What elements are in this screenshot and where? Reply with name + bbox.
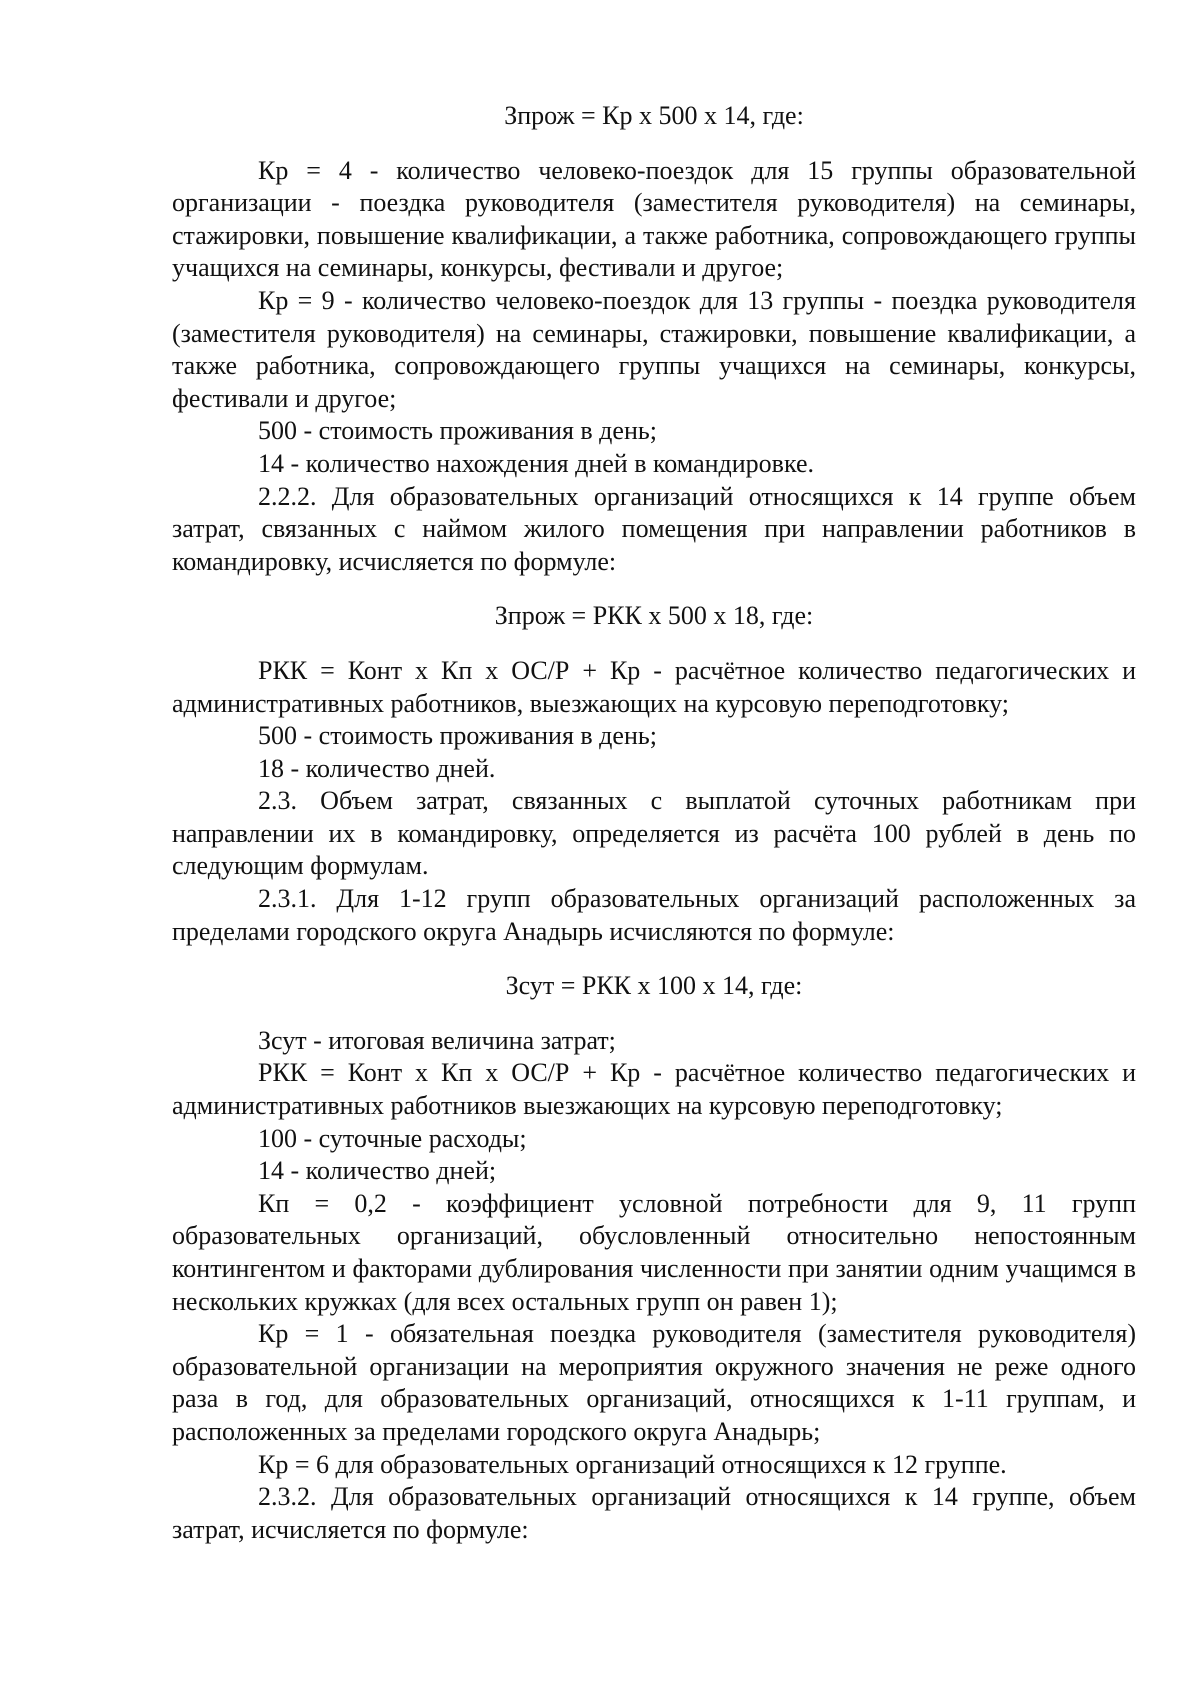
paragraph: 500 - стоимость проживания в день; xyxy=(258,721,657,751)
paragraph: Кр = 9 - количество человеко-поездок для 13 группы - поездка руководителя (заместителя руководителя) на семинары, стажировки, повышение квалификации, а также работника, сопровождающего группы учащихся на семинары, конкурсы, фестивали и другое; xyxy=(172,285,1136,413)
paragraph: 18 - количество дней. xyxy=(258,753,496,783)
paragraph: РКК = Конт х Кп х ОС/Р + Кр - расчётное количество педагогических и административных работников, выезжающих на курсовую переподготовку; xyxy=(172,655,1136,718)
paragraph: 100 - суточные расходы; xyxy=(258,1123,527,1153)
paragraph: 2.2.2. Для образовательных организаций относящихся к 14 группе объем затрат, связанных с наймом жилого помещения при направлении работников в командировку, исчисляется по формуле: xyxy=(172,481,1136,576)
paragraph: Кр = 1 - обязательная поездка руководителя (заместителя руководителя) образовательной организации на мероприятия окружного значения не реже одного раза в год, для образовательных организаций, относящихся к 1-11 группам, и расположенных за пределами городского округа Анадырь; xyxy=(172,1319,1136,1446)
paragraph: 2.3.1. Для 1-12 групп образовательных организаций расположенных за пределами городского округа Анадырь исчисляются по формуле: xyxy=(172,884,1136,946)
document-page xyxy=(172,100,1136,1546)
paragraph: 500 - стоимость проживания в день; xyxy=(258,416,657,446)
formula-accommodation-group-14: Зпрож = РКК х 500 х 18, где: xyxy=(494,601,814,631)
paragraph: 2.3. Объем затрат, связанных с выплатой суточных работникам при направлении их в командировку, определяется из расчёта 100 рублей в день по следующим формулам. xyxy=(172,786,1136,881)
paragraph: 14 - количество дней; xyxy=(258,1156,497,1186)
paragraph: Кр = 4 - количество человеко-поездок для 15 группы образовательной организации - поездка руководителя (заместителя руководителя) на семинары, стажировки, повышение квалификации, а также работника, сопровождающего группы учащихся на семинары, конкурсы, фестивали и другое; xyxy=(172,155,1136,283)
formula-daily-allowance: Зсут = РКК х 100 х 14, где: xyxy=(505,971,803,1001)
formula-accommodation-groups-13-15: Зпрож = Кр х 500 х 14, где: xyxy=(504,101,804,130)
paragraph: Кп = 0,2 - коэффициент условной потребности для 9, 11 групп образовательных организаций, обусловленный относительно непостоянным контингентом и факторами дублирования численности при занятии одним учащимся в нескольких кружках (для всех остальных групп он равен 1); xyxy=(172,1188,1136,1316)
paragraph: Зсут - итоговая величина затрат; xyxy=(258,1025,616,1055)
paragraph: 2.3.2. Для образовательных организаций относящихся к 14 группе, объем затрат, исчисляется по формуле: xyxy=(172,1482,1136,1544)
paragraph: Кр = 6 для образовательных организаций относящихся к 12 группе. xyxy=(258,1449,1007,1479)
paragraph: 14 - количество нахождения дней в командировке. xyxy=(258,448,814,478)
paragraph: РКК = Конт х Кп х ОС/Р + Кр - расчётное количество педагогических и административных работников выезжающих на курсовую переподготовку; xyxy=(172,1058,1136,1121)
